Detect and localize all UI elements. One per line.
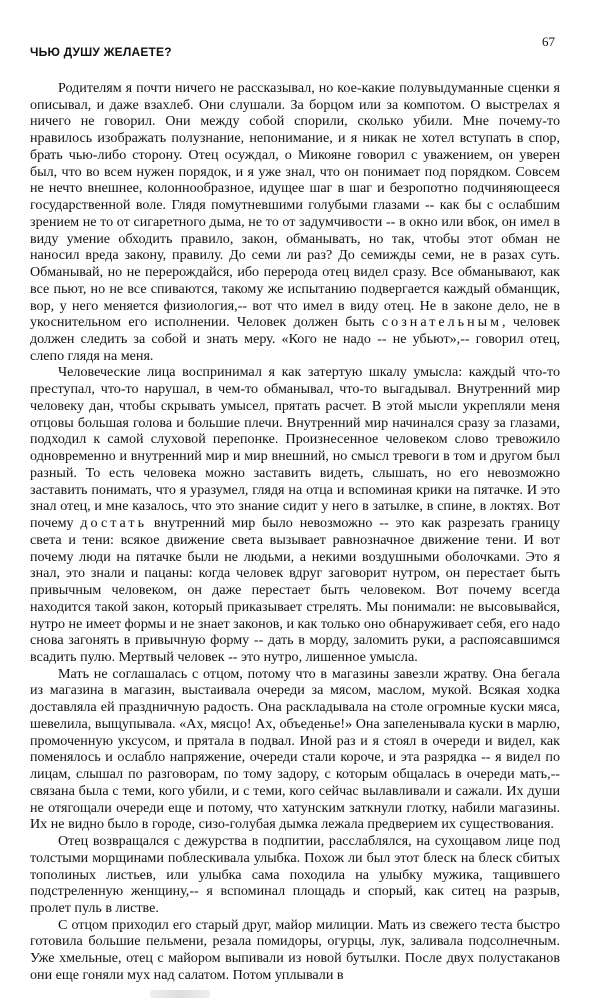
paragraph xyxy=(30,917,560,984)
spaced-text-run: сознательным xyxy=(381,314,503,331)
text-run: внутренний мир было невозможно -- это как разрезать границу света и тени: всякое движение света вызывает равнозначное движение тени. И вот почему люди на пятачке были не людьми, а некими воздушными оболочками. Это я знал, это знали и пацаны: когда человек вдруг заговорит нутром, он перестает быть привычным человеком, он даже перестает быть человеком. Вот почему всегда находится такой закон, который приказывает стрелять. Мы понимали: не высовывайся, нутро не имеет формы и не знает законов, и как только оно обнаруживает себя, его надо снова загонять в привычную форму -- дать в морду, заломить руки, а распоясавшимся всадить пулю. Мертвый человек -- это нутро, лишенное умысла. xyxy=(30,515,560,665)
paragraph xyxy=(30,80,560,364)
text-run: Родителям я почти ничего не рассказывал, но кое-какие полувыдуманные сценки я описывал, и даже взахлеб. Они слушали. За борцом или за компотом. О выстрелах я ничего не говорил. Они между собой спорили, сколько убили. Мне почему-то нравилось изображать полузнание, непонимание, и я никак не хотел вступать в спор, брать чью-либо сторону. Отец осуждал, о Микояне говорил с уважением, он уверен был, что во всем нужен порядок, и я уже знал, что он понимает под порядком. Совсем не нечто внешнее, колоннообразное, идущее шаг в шаг и безропотно подчиняющееся государственной воле. Глядя помутневшими голубыми глазами -- как бы с ослабшим зрением не то от сигаретного дыма, не то от задумчивости -- в окно или вбок, он имел в виду умение обходить правило, закон, обманывать, но так, чтобы этот обман не наносил вреда закону, правилу. До семи ли раз? До семижды семи, не в разах суть. Обманывай, но не перерождайся, ибо перерода отец видел сразу. Все обманывают, как все пьют, но не все спиваются, такому же испытанию подвергается каждый обманщик, вор, у него меняется физиология,-- вот что имел в виду отец. Не в законе дело, не в укоснительном его исполнении. Человек должен быть xyxy=(30,80,560,331)
paragraph xyxy=(30,833,560,917)
text-run: Мать не соглашалась с отцом, потому что в магазины завезли жратву. Она бегала из магазина в магазин, выстаивала очереди за мясом, маслом, мукой. Всякая ходка доставляла ей праздничную радость. Она раскладывала на столе огромные куски мяса, шевелила, выщупывала. «Ах, мясцо! Ах, объеденье!» Она запеленывала куски в марлю, промоченную уксусом, и прятала в подвал. Иной раз и я стоял в очереди и видел, как поменялось и ослабло напряжение, очереди стали короче, и эта разрядка -- я видел по лицам, слышал по разговорам, по тому задору, с которым общалась в очереди мать,-- связана была с теми, кого убили, и с теми, кого сейчас вылавливали и сажали. Их души не отягощали очереди еще и потому, что хатунским заткнули глотку, набили магазины. Их не видно было в городе, сизо-голубая дымка лежала предверием их существования. xyxy=(30,665,560,833)
spaced-text-run: достать xyxy=(80,515,148,532)
text-run: Человеческие лица воспринимал я как затертую шкалу умысла: каждый что-то преступал, что-то нарушал, в чем-то обманывал, что-то выгадывал. Внутренний мир человеку дан, чтобы скрывать умысел, прятать расчет. В этой мысли укрепляли меня отцовы большая голова и большие плечи. Внутренний мир начинался сразу за глазами, подходил к самой слуховой перепонке. Произнесенное человеком слово тревожило одновременно и внутренний мир и мир внешний, но смысл тревоги в том и другом был разный. То есть человека можно заставить видеть, слышать, но его невозможно заставить понимать, что я уразумел, глядя на отца и вспоминая крики на пятачке. И это знал отец, и мне казалось, что это знание сидит у него в затылке, в спине, в локтях. Вот почему xyxy=(30,364,560,532)
text-run: Отец возвращался с дежурства в подпитии, расслаблялся, на сухощавом лице под толстыми морщинами поблескивала улыбка. Похож ли был этот блеск на блеск сбитых тополиных листьев, или улыбка сама походила на улыбку мужика, тащившего подстреленную женщину,-- я вспоминал площадь и спорый, как ситец на разрыв, пролет пуль в листве. xyxy=(30,833,560,916)
text-run: С отцом приходил его старый друг, майор милиции. Мать из свежего теста быстро готовила большие пельмени, резала помидоры, огурцы, лук, заливала подсолнечным. Уже хмельные, отец с майором выпивали из новой бутылки. После двух полустаканов они еще гоняли мух над салатом. Потом уплывали в xyxy=(30,916,560,983)
scan-smudge xyxy=(150,990,210,998)
body-text xyxy=(30,80,560,984)
running-title: ЧЬЮ ДУШУ ЖЕЛАЕТЕ? xyxy=(30,45,172,59)
page-number: 67 xyxy=(542,34,555,49)
text-run: , человек должен следить за собой и знать меру. «Кого не надо -- не убьют»,-- говорил отец, слепо глядя на меня. xyxy=(30,314,560,364)
paragraph xyxy=(30,364,560,665)
paragraph xyxy=(30,666,560,833)
